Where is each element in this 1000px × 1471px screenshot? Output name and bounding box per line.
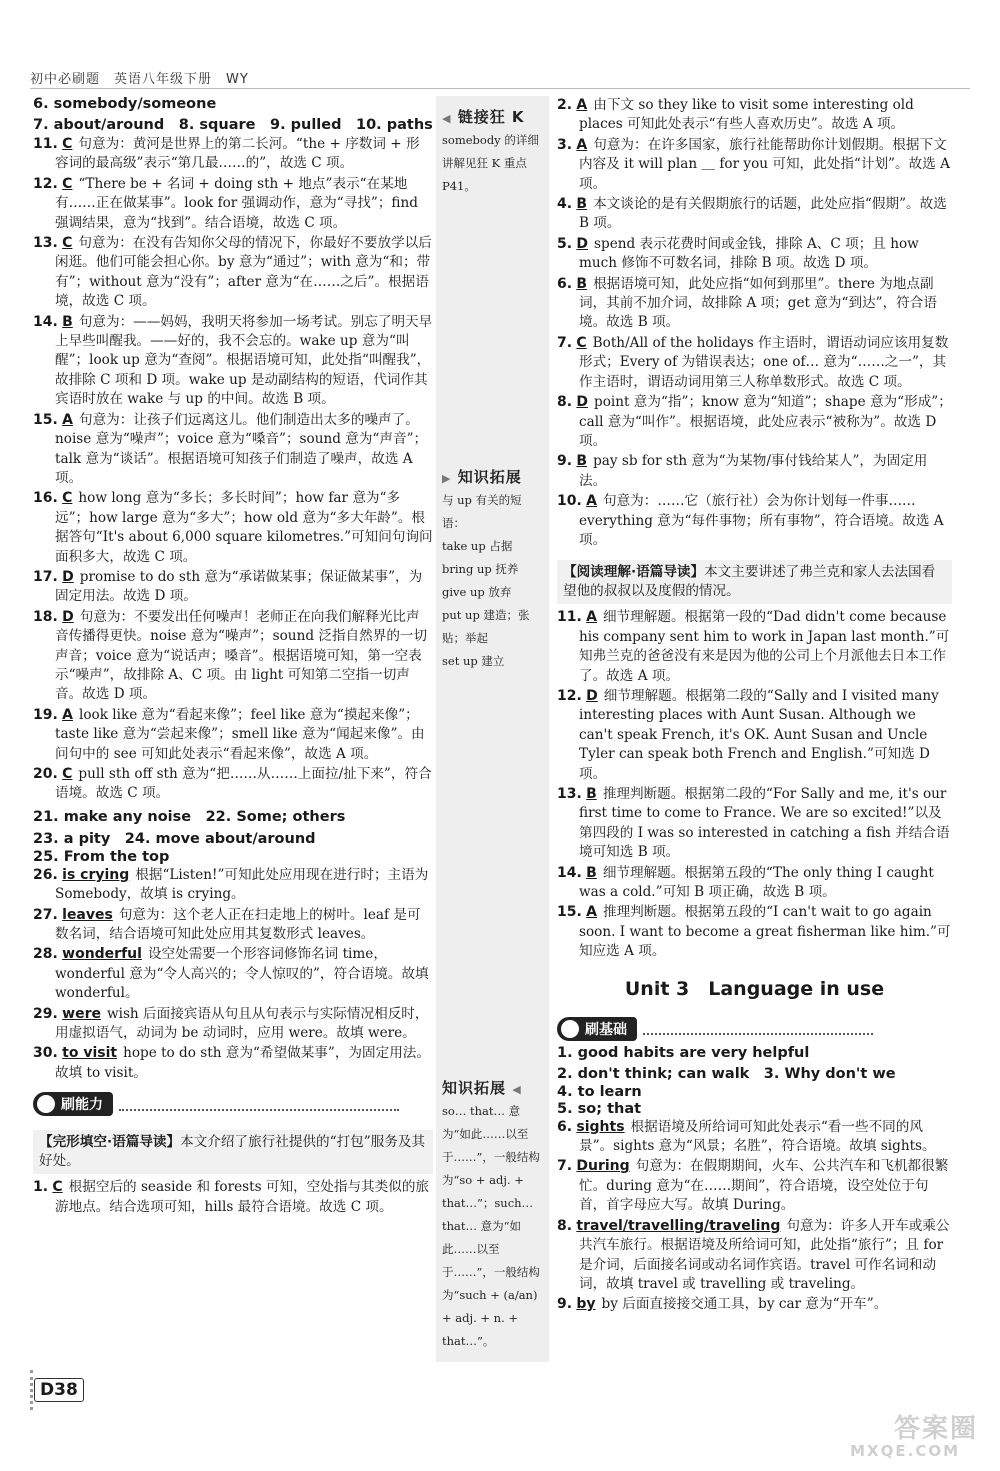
header-rule bbox=[30, 88, 970, 89]
answer-line: 4. to learn bbox=[557, 1083, 642, 1100]
answer-item bbox=[33, 1044, 433, 1083]
item-number: 27. bbox=[33, 906, 58, 923]
item-answer: were bbox=[62, 1005, 101, 1022]
knowledge-title-1-text: 知识拓展 bbox=[457, 468, 522, 486]
answer-line: 5. so; that bbox=[557, 1100, 642, 1117]
answer-item bbox=[33, 175, 433, 233]
triangle-icon: ◀ bbox=[512, 1083, 522, 1096]
item-number: 29. bbox=[33, 1005, 58, 1022]
item-answer: B bbox=[62, 313, 73, 330]
item-number: 2. bbox=[557, 97, 573, 113]
item-answer: to visit bbox=[62, 1045, 118, 1062]
item-explanation: 句意为：在假期期间，火车、公共汽车和飞机都很繁忙。during 意为“在……期间”，符合语境，设空处位于句首，首字母应大写。故填 During。 bbox=[579, 1158, 949, 1214]
item-explanation: “There be + 名词 + doing sth + 地点”表示“在某地有……正在做某事”。look for 强调动作，意为“寻找”；find 强调结果，意为“找到”。结合语境，故选 C 项。 bbox=[55, 175, 418, 231]
item-answer: D bbox=[576, 235, 589, 252]
item-explanation: spend 表示花费时间或金钱，排除 A、C 项；且 how much 修饰不可数名词，排除 B 项。故选 D 项。 bbox=[579, 235, 919, 272]
triangle-icon: ◀ bbox=[442, 112, 452, 125]
item-number: 9. bbox=[557, 1296, 573, 1313]
answer-item bbox=[557, 393, 952, 451]
so-that-note: so… that… 意为“如此……以至于……”，一般结构为“so + adj. + that…”；such… that… 意为“如此……以至于……”，一般结构为“such + (a/an) + adj. + n. + that…”。 bbox=[442, 1104, 540, 1348]
badge-label: 刷基础 bbox=[585, 1021, 627, 1038]
phrase-line: set up 建立 bbox=[442, 654, 505, 668]
item-answer: D bbox=[62, 568, 74, 585]
answer-item bbox=[557, 452, 952, 491]
item-answer: D bbox=[576, 394, 589, 411]
item-explanation: 句意为：让孩子们远离这儿。他们制造出太多的噪声了。noise 意为“噪声”；voice 意为“嗓音”；sound 意为“声音”；talk 意为“谈话”。根据语境可知孩子们制造了噪声，故选 A 项。 bbox=[55, 411, 428, 486]
running-header: 初中必刷题 英语八年级下册 WY bbox=[30, 72, 249, 87]
item-explanation: 推理判断题。根据第五段的“I can't wait to go again soon. I want to become a great fisherman like him.”可知应选 A 项。 bbox=[579, 904, 951, 960]
left-column bbox=[33, 96, 433, 1218]
item-explanation: how long 意为“多长；多长时间”；how far 意为“多远”；how large 意为“多大”；how old 意为“多大年龄”。根据答句“It's about 6,000 square kilometres.”可知问句询问面积多大，故选 C 项。 bbox=[55, 490, 433, 565]
item-answer: A bbox=[62, 411, 73, 428]
item-explanation: 句意为：不要发出任何噪声！老师正在向我们解释光比声音传播得更快。noise 意为“噪声”；sound 泛指自然界的一切声音；voice 意为“说话声；嗓音”。根据语境可知，第一空表示“噪声”，故排除 A、C 项。由 light 可知第二空指一切声音。故选 D 项。 bbox=[55, 608, 428, 703]
answer-item bbox=[33, 608, 433, 705]
item-explanation: 句意为：许多人开车或乘公共汽车旅行。根据语境及所给词可知，此处指“旅行”；且 for 是介词，后面接名词或动名词作宾语。travel 可作名词和动词，故填 travel 或 travelling 或 traveling。 bbox=[579, 1217, 950, 1292]
item-number: 30. bbox=[33, 1045, 58, 1062]
watermark-logo: 答案圈 bbox=[893, 1414, 978, 1444]
item-answer: A bbox=[586, 493, 597, 510]
dotted-divider bbox=[119, 1109, 399, 1111]
brush-icon bbox=[37, 1095, 55, 1113]
item-number: 8. bbox=[557, 394, 573, 411]
answer-line: 1. good habits are very helpful bbox=[557, 1044, 810, 1061]
item-explanation: point 意为“指”；know 意为“知道”；shape 意为“形成”；call 意为“叫作”。根据语境，此处应表示“被称为”。故选 D 项。 bbox=[579, 394, 952, 449]
answer-item bbox=[33, 706, 433, 764]
item-explanation: 根据语境可知，此处应指“如何到那里”。there 为地点副词，其前不加介词，故排除 A 项；get 意为“到达”，符合语境。故选 B 项。 bbox=[579, 275, 937, 331]
answer-item bbox=[33, 765, 433, 804]
sidebar-notes bbox=[436, 96, 549, 1362]
spacer bbox=[442, 198, 543, 462]
answer-item bbox=[33, 945, 433, 1003]
answer-item bbox=[557, 195, 952, 234]
item-explanation: 句意为：在许多国家，旅行社能帮助你计划假期。根据下文内容及 it will plan ＿ for you 可知，此处指“计划”。故选 A 项。 bbox=[579, 136, 950, 192]
answer-item bbox=[557, 334, 952, 392]
section-intro-reading bbox=[557, 560, 952, 604]
item-explanation: hope to do sth 意为“希望做某事”，为固定用法。故填 to visit。 bbox=[55, 1045, 430, 1081]
answer-item bbox=[557, 1217, 952, 1295]
item-number: 18. bbox=[33, 608, 58, 625]
section-tag: 【阅读理解·语篇导读】 bbox=[563, 564, 705, 581]
item-number: 14. bbox=[557, 864, 582, 881]
answer-item bbox=[33, 866, 433, 905]
item-answer: A bbox=[576, 97, 588, 113]
answer-line: 6. somebody/someone bbox=[33, 96, 217, 112]
item-number: 15. bbox=[33, 411, 58, 428]
phrase-line: put up 建造；张贴；举起 bbox=[442, 608, 530, 645]
item-answer: B bbox=[576, 453, 588, 470]
item-explanation: wish 后面接宾语从句且从句表示与实际情况相反时，用虚拟语气，动词为 be 动词时，应用 were。故填 were。 bbox=[55, 1005, 429, 1042]
item-number: 14. bbox=[33, 313, 58, 330]
answer-item bbox=[557, 687, 952, 784]
page-number: D38 bbox=[34, 1378, 84, 1402]
item-explanation: 设空处需要一个形容词修饰名词 time，wonderful 意为“令人高兴的；令人惊叹的”，符合语境。故填 wonderful。 bbox=[55, 946, 429, 1002]
item-number: 12. bbox=[557, 687, 582, 704]
item-number: 13. bbox=[557, 786, 582, 802]
item-number: 3. bbox=[557, 136, 573, 153]
knowledge-title-2-text: 知识拓展 bbox=[442, 1079, 507, 1097]
item-answer: B bbox=[576, 275, 588, 292]
item-explanation: 本文谈论的是有关假期旅行的话题，此处应指“假期”。故选 B 项。 bbox=[579, 196, 947, 232]
item-number: 8. bbox=[557, 1217, 573, 1234]
section-intro-cloze bbox=[33, 1130, 433, 1174]
answer-item bbox=[557, 235, 952, 274]
item-answer: C bbox=[62, 490, 73, 507]
item-number: 17. bbox=[33, 568, 58, 585]
answer-item bbox=[557, 608, 952, 686]
phrase-line: bring up 抚养 bbox=[442, 562, 519, 576]
item-answer: by bbox=[576, 1296, 596, 1313]
item-explanation: 细节理解题。根据第一段的“Dad didn't come because his company sent him to work in Japan last month.”可知弗兰克的爸爸没有来是因为他的公司上个月派他去日本工作了。故选 A 项。 bbox=[579, 609, 950, 684]
item-answer: is crying bbox=[62, 866, 130, 883]
item-number: 7. bbox=[557, 334, 573, 351]
item-answer: A bbox=[576, 136, 588, 153]
item-explanation: 句意为：在没有告知你父母的情况下，你最好不要放学以后闲逛。他们可能会担心你。by 意为“通过”；with 意为“和；带有”；without 意为“没有”；after 意为“在……之后”。根据语境，故选 C 项。 bbox=[55, 235, 432, 310]
item-number: 1. bbox=[33, 1179, 49, 1196]
knowledge-title-2 bbox=[442, 1077, 543, 1098]
item-number: 6. bbox=[557, 1118, 573, 1135]
answer-item bbox=[557, 1295, 952, 1314]
knowledge-title-1 bbox=[442, 466, 543, 487]
item-explanation: 由下文 so they like to visit some interesting old places 可知此处表示“有些人喜欢历史”。故选 A 项。 bbox=[579, 97, 914, 133]
unit-title: Unit 3 Language in use bbox=[624, 977, 885, 1000]
item-answer: wonderful bbox=[62, 946, 142, 963]
section-tag: 【完形填空·语篇导读】 bbox=[39, 1134, 181, 1151]
item-explanation: 细节理解题。根据第五段的“The only thing I caught was a cold.”可知 B 项正确，故选 B 项。 bbox=[579, 864, 934, 901]
answer-item bbox=[33, 135, 433, 174]
answer-item bbox=[557, 136, 952, 194]
phrase-line: take up 占据 bbox=[442, 539, 513, 553]
item-answer: A bbox=[62, 706, 73, 723]
badge-label: 刷能力 bbox=[61, 1097, 103, 1114]
item-number: 4. bbox=[557, 196, 573, 213]
link-note-title bbox=[442, 106, 543, 127]
item-answer: C bbox=[52, 1179, 63, 1196]
item-explanation: pull sth off sth 意为“把……从……上面拉/扯下来”，符合语境。故选 C 项。 bbox=[55, 766, 432, 802]
link-note-title-text: 链接狂 K bbox=[457, 108, 525, 126]
item-explanation: 句意为：黄河是世界上的第二长河。“the + 序数词 + 形容词的最高级”表示“第几最……的”，故选 C 项。 bbox=[55, 136, 420, 172]
section-text: 本文介绍了旅行社提供的“打包”服务及其好处。 bbox=[39, 1134, 426, 1170]
answer-line: 25. From the top bbox=[33, 848, 170, 865]
item-explanation: promise to do sth 意为“承诺做某事；保证做某事”，为固定用法。故选 D 项。 bbox=[55, 568, 423, 605]
item-answer: C bbox=[62, 235, 73, 252]
answer-line: 7. about/around 8. square 9. pulled 10. paths bbox=[33, 117, 433, 133]
answer-item bbox=[33, 489, 433, 567]
item-answer: During bbox=[576, 1158, 630, 1175]
item-answer: A bbox=[586, 904, 597, 921]
section-text: 本文主要讲述了弗兰克和家人去法国看望他的叔叔以及度假的情况。 bbox=[563, 564, 936, 600]
item-number: 28. bbox=[33, 946, 58, 963]
item-number: 10. bbox=[557, 493, 582, 510]
item-explanation: 根据“Listen!”可知此处应用现在进行时；主语为 Somebody，故填 is crying。 bbox=[55, 866, 429, 903]
answer-line: 21. make any noise 22. Some; others bbox=[33, 808, 346, 825]
item-explanation: Both/All of the holidays 作主语时，谓语动词应该用复数形式；Every of 为错误表达；one of… 意为“……之一”，其作主语时，谓语动词用第三人称单数形式。故选 C 项。 bbox=[579, 334, 949, 390]
ability-badge bbox=[33, 1092, 113, 1116]
item-explanation: 句意为：——妈妈，我明天将参加一场考试。别忘了明天早上早些叫醒我。——好的，我不会忘的。wake up 意为“叫醒”；look up 意为“查阅”。根据语境可知，此处指“叫醒我”，故排除 C 项和 D 项。wake up 是动副结构的短语，代词作其宾语时放在 wake 与 up 的中间。故选 B 项。 bbox=[55, 313, 433, 408]
item-answer: C bbox=[62, 175, 73, 192]
answer-item bbox=[557, 1157, 952, 1215]
item-number: 7. bbox=[557, 1158, 573, 1175]
spacer bbox=[442, 673, 543, 1073]
dotted-divider bbox=[643, 1033, 873, 1035]
answer-item bbox=[33, 568, 433, 607]
item-answer: B bbox=[576, 196, 588, 213]
item-number: 13. bbox=[33, 235, 58, 252]
phrase-intro: 与 up 有关的短语： bbox=[442, 493, 522, 530]
answer-item bbox=[557, 492, 952, 550]
item-answer: D bbox=[62, 608, 74, 625]
item-number: 12. bbox=[33, 175, 58, 192]
answer-item bbox=[33, 1005, 433, 1044]
answer-item bbox=[557, 1118, 952, 1157]
item-number: 16. bbox=[33, 490, 58, 507]
item-number: 11. bbox=[557, 609, 582, 626]
item-answer: B bbox=[586, 864, 597, 881]
item-answer: leaves bbox=[62, 906, 113, 923]
item-explanation: look like 意为“看起来像”；feel like 意为“摸起来像”；taste like 意为“尝起来像”；smell like 意为“闻起来像”。由问句中的 see 可知此处表示“看起来像”，故选 A 项。 bbox=[55, 706, 425, 762]
item-number: 20. bbox=[33, 766, 58, 782]
answer-item bbox=[557, 864, 952, 903]
brush-icon bbox=[561, 1020, 579, 1038]
item-number: 6. bbox=[557, 275, 573, 292]
item-explanation: 句意为：……它（旅行社）会为你计划每一件事…… everything 意为“每件事物；所有事物”，符合语境。故选 A 项。 bbox=[579, 493, 944, 548]
item-number: 9. bbox=[557, 453, 573, 470]
item-explanation: 推理判断题。根据第二段的“For Sally and me, it's our first time to come to France. We are so excited!”以及第四段的 I was so interested in catching a fish 并结合语境可知选 B 项。 bbox=[579, 786, 950, 861]
item-number: 19. bbox=[33, 706, 58, 723]
watermark-url: MXQE.COM bbox=[850, 1442, 960, 1460]
answer-line: 2. don't think; can walk 3. Why don't we bbox=[557, 1065, 896, 1082]
item-explanation: 句意为：这个老人正在扫走地上的树叶。leaf 是可数名词，结合语境可知此处应用其复数形式 leaves。 bbox=[55, 906, 421, 943]
item-explanation: pay sb for sth 意为“为某物/事付钱给某人”，为固定用法。 bbox=[579, 453, 928, 489]
item-explanation: 细节理解题。根据第二段的“Sally and I visited many interesting places with Aunt Susan. Although we can't speak French, it's OK. Aunt Susan and Uncle Tyler can speak both French and English.”可知选 D 项。 bbox=[579, 687, 939, 782]
item-explanation: 根据语境及所给词可知此处表示“看一些不同的风景”。sights 意为“风景；名胜”，符合语境。故填 sights。 bbox=[579, 1118, 936, 1155]
answer-item bbox=[557, 785, 952, 863]
answer-item bbox=[557, 96, 952, 135]
item-answer: sights bbox=[576, 1118, 625, 1135]
item-answer: B bbox=[586, 786, 597, 802]
answer-item bbox=[33, 234, 433, 312]
answer-item bbox=[557, 903, 952, 961]
item-answer: A bbox=[586, 609, 597, 626]
item-number: 11. bbox=[33, 136, 58, 152]
item-answer: C bbox=[576, 334, 587, 351]
item-number: 15. bbox=[557, 904, 582, 921]
item-explanation: by 后面直接接交通工具，by car 意为“开车”。 bbox=[601, 1296, 888, 1313]
answer-item bbox=[33, 313, 433, 410]
item-answer: travel/travelling/traveling bbox=[576, 1217, 781, 1234]
right-column bbox=[557, 96, 952, 1316]
basic-badge bbox=[557, 1017, 637, 1041]
item-number: 5. bbox=[557, 235, 573, 252]
answer-line: 23. a pity 24. move about/around bbox=[33, 830, 316, 847]
phrase-line: give up 放弃 bbox=[442, 585, 512, 599]
item-number: 26. bbox=[33, 866, 58, 883]
link-note-text: somebody 的详细讲解见狂 K 重点 P41。 bbox=[442, 133, 539, 193]
answer-item bbox=[557, 275, 952, 333]
item-answer: D bbox=[586, 687, 598, 704]
answer-item bbox=[33, 906, 433, 945]
answer-item bbox=[33, 411, 433, 489]
item-explanation: 根据空后的 seaside 和 forests 可知，空处指与其类似的旅游地点。结合选项可知，hills 最符合语境。故选 C 项。 bbox=[55, 1179, 430, 1215]
triangle-icon: ▶ bbox=[442, 472, 452, 485]
item-answer: C bbox=[62, 136, 73, 152]
item-answer: C bbox=[62, 766, 73, 782]
answer-item bbox=[33, 1178, 433, 1217]
